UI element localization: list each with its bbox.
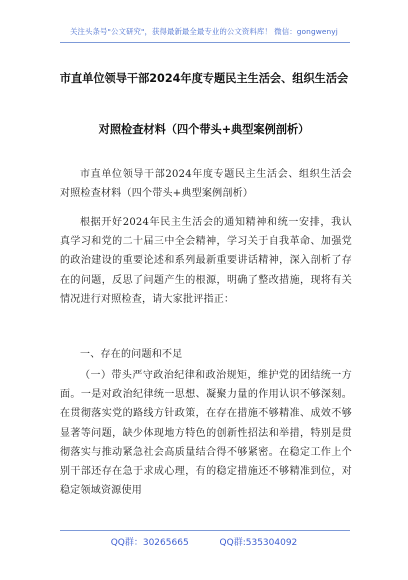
footer-qq-group-1: QQ群：30265665 [110,538,189,548]
header-divider [60,42,350,43]
context-paragraph: 根据开好2024年民主生活会的通知精神和统一安排，我认真学习和党的二十届三中全会精神，学习关于自我革命、加强党的政治建设的重要论述和系列最新重要讲话精神，深入剖析了存在的问题，反思了问题产生的根源，明确了整改措施，现将有关情况进行对照检查，请大家批评指正： [60,217,352,305]
document-title-line1: 市直单位领导干部2024年度专题民主生活会、组织生活会 [59,72,349,85]
document-title-line2: 对照检查材料（四个带头+典型案例剖析） [98,123,310,136]
section-heading: 一、存在的问题和不足 [80,349,183,360]
header-banner: 关注头条号"公文研究"，获得最新最全最专业的公文资料库！ 微信：gongwenyj [70,27,338,36]
footer-divider [60,530,350,531]
footer [0,535,408,548]
body-paragraph: （一）带头严守政治纪律和政治规矩，维护党的团结统一方面。一是对政治纪律统一思想、凝聚力量的作用认识不够深刻。在贯彻落实党的路线方针政策，在存在措施不够精准、成效不够显著等问题，缺少体现地方特色的创新性招法和举措，特别是贯彻落实与推动紧急社会高质量结合得不够紧密。在稳定工作上个别干部还存在急于求成心理，有的稳定措施还不够精准到位，对稳定领域资源使用 [60,370,352,497]
intro-paragraph: 市直单位领导干部2024年度专题民主生活会、组织生活会对照检查材料（四个带头+典型案例剖析） [60,169,352,200]
footer-qq-group-2: QQ群:535304092 [219,538,298,548]
